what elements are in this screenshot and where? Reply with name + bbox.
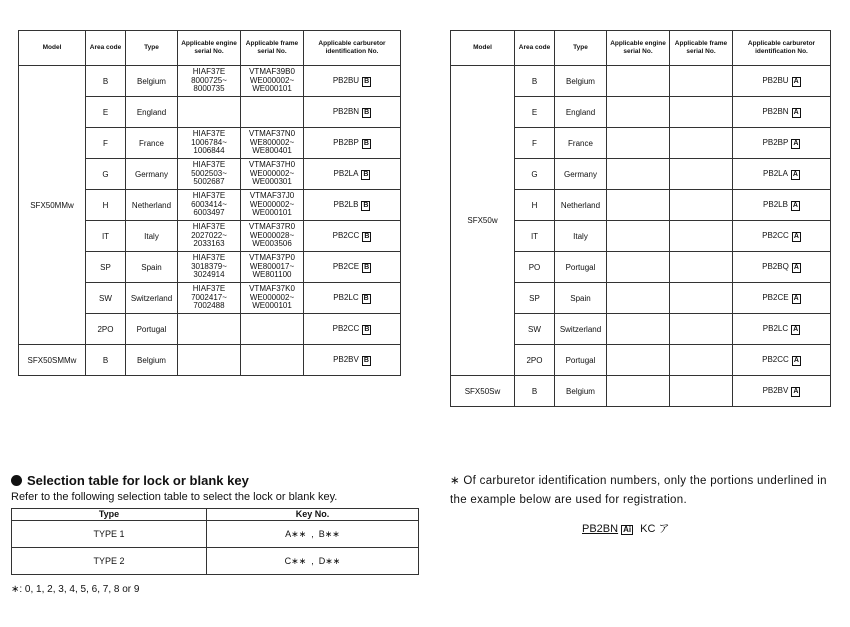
carburetor-box: A: [793, 356, 799, 364]
type-cell: Switzerland: [555, 314, 607, 345]
serial-line: HIAF37E: [192, 284, 226, 294]
registration-example: [582, 520, 669, 536]
carburetor-id-cell: [733, 376, 831, 407]
area-code-cell: H: [515, 190, 555, 221]
carburetor-id-cell: [304, 345, 401, 376]
area-code-cell: SP: [515, 283, 555, 314]
serial-line: 6003414~: [191, 199, 227, 209]
frame-serial-cell: [670, 283, 733, 314]
frame-serial-cell: [670, 221, 733, 252]
type-cell: Spain: [126, 252, 178, 283]
table-row: [12, 521, 419, 548]
frame-serial-cell: [241, 252, 304, 283]
model-cell: SFX50w: [451, 66, 515, 376]
serial-line: WE801100: [252, 270, 292, 280]
serial-line: HIAF37E: [192, 160, 226, 170]
bullet-icon: [11, 475, 22, 486]
carburetor-id-cell: [733, 345, 831, 376]
engine-serial-cell: [178, 190, 241, 221]
serial-line: 3018379~: [191, 261, 227, 271]
carburetor-code: PB2LC: [762, 323, 789, 333]
type-cell: Belgium: [555, 66, 607, 97]
frame-serial-cell: [241, 159, 304, 190]
serial-line: VTMAF37J0: [249, 191, 295, 201]
type-cell: Germany: [555, 159, 607, 190]
area-code-cell: F: [515, 128, 555, 159]
type-cell: France: [555, 128, 607, 159]
carburetor-box: A: [793, 108, 799, 116]
serial-line: WE000301: [252, 177, 292, 187]
frame-serial-cell: [670, 66, 733, 97]
carburetor-id-cell: [733, 66, 831, 97]
key-no-cell: C∗∗ , D∗∗: [207, 548, 419, 575]
serial-line: 7002417~: [191, 292, 227, 302]
engine-serial-cell: [178, 345, 241, 376]
carburetor-box: B: [363, 201, 369, 209]
area-code-cell: B: [515, 376, 555, 407]
serial-line: WE003506: [252, 239, 292, 249]
serial-line: WE000002~: [249, 75, 295, 85]
frame-serial-cell: [241, 345, 304, 376]
carburetor-box: B: [363, 139, 369, 147]
carburetor-code: PB2LC: [333, 292, 359, 302]
type-cell: Belgium: [126, 66, 178, 97]
carburetor-box: B: [364, 325, 370, 333]
carburetor-code: PB2CE: [762, 292, 789, 302]
engine-serial-cell: [607, 221, 670, 252]
carburetor-code: PB2BV: [762, 385, 789, 395]
serial-line: VTMAF37H0: [248, 160, 296, 170]
table-row: [19, 345, 401, 376]
type-cell: France: [126, 128, 178, 159]
serial-line: WE000028~: [249, 230, 295, 240]
serial-line: WE800017~: [249, 261, 295, 271]
serial-line: HIAF37E: [192, 253, 226, 263]
carburetor-box: B: [364, 263, 370, 271]
engine-serial-cell: [178, 283, 241, 314]
area-code-cell: G: [515, 159, 555, 190]
carburetor-id-cell: [733, 97, 831, 128]
serial-line: WE000002~: [249, 168, 295, 178]
carburetor-code: PB2CC: [332, 230, 360, 240]
type-cell: Switzerland: [126, 283, 178, 314]
example-box: Ai: [623, 525, 632, 534]
model-cell: SFX50MMw: [19, 66, 86, 345]
registration-note: ∗ Of carburetor identification numbers, only the portions underlined in the example below are used for registration.: [450, 475, 827, 506]
engine-serial-cell: [607, 314, 670, 345]
engine-serial-cell: [607, 283, 670, 314]
frame-serial-cell: [241, 190, 304, 221]
type-cell: Belgium: [126, 345, 178, 376]
header-engine-serial: Applicable engine serial No.: [607, 31, 670, 66]
serial-line: WE000101: [252, 301, 292, 311]
area-code-cell: SW: [515, 314, 555, 345]
frame-serial-cell: [670, 376, 733, 407]
engine-serial-cell: [178, 97, 241, 128]
carburetor-box: B: [364, 77, 370, 85]
header-engine-serial: Applicable engine serial No.: [178, 31, 241, 66]
carburetor-box: B: [363, 294, 369, 302]
header-frame-serial: Applicable frame serial No.: [670, 31, 733, 66]
engine-serial-cell: [607, 97, 670, 128]
header-model: Model: [451, 31, 515, 66]
carburetor-box: B: [364, 232, 370, 240]
carburetor-id-cell: [304, 221, 401, 252]
carburetor-box: A: [793, 77, 799, 85]
carburetor-id-cell: [733, 283, 831, 314]
key-section-intro: Refer to the following selection table to select the lock or blank key.: [11, 491, 338, 503]
carburetor-id-cell: [733, 190, 831, 221]
area-code-cell: E: [515, 97, 555, 128]
engine-serial-cell: [607, 376, 670, 407]
type-cell: Belgium: [555, 376, 607, 407]
key-section-heading: [11, 473, 249, 488]
carburetor-box: A: [793, 139, 799, 147]
serial-line: WE000101: [252, 84, 292, 94]
serial-line: 3024914: [193, 270, 225, 280]
engine-serial-cell: [607, 190, 670, 221]
sfx50mmw-table: [18, 30, 401, 376]
carburetor-code: PB2BQ: [762, 261, 789, 271]
carburetor-code: PB2LB: [763, 199, 788, 209]
frame-serial-cell: [670, 252, 733, 283]
area-code-cell: PO: [515, 252, 555, 283]
engine-serial-cell: [178, 221, 241, 252]
serial-line: 2027022~: [191, 230, 227, 240]
serial-line: WE000101: [252, 208, 292, 218]
serial-line: 5002503~: [191, 168, 227, 178]
area-code-cell: B: [86, 345, 126, 376]
carburetor-box: B: [363, 356, 369, 364]
frame-serial-cell: [670, 345, 733, 376]
carburetor-code: PB2BV: [333, 354, 359, 364]
serial-line: 8000725~: [191, 75, 227, 85]
key-type-cell: TYPE 2: [12, 548, 207, 575]
engine-serial-cell: [178, 66, 241, 97]
area-code-cell: IT: [86, 221, 126, 252]
area-code-cell: G: [86, 159, 126, 190]
frame-serial-cell: [241, 97, 304, 128]
type-cell: Netherland: [126, 190, 178, 221]
carburetor-code: PB2CC: [762, 230, 789, 240]
carburetor-code: PB2CC: [332, 323, 360, 333]
serial-line: WE000002~: [249, 292, 295, 302]
carburetor-id-cell: [733, 314, 831, 345]
area-code-cell: SP: [86, 252, 126, 283]
carburetor-box: A: [792, 170, 798, 178]
carburetor-code: PB2BN: [332, 106, 360, 116]
carburetor-code: PB2LA: [763, 168, 788, 178]
type-cell: Italy: [126, 221, 178, 252]
serial-line: WE800002~: [249, 137, 295, 147]
type-cell: Portugal: [555, 252, 607, 283]
serial-line: VTMAF37R0: [248, 222, 296, 232]
engine-serial-cell: [607, 128, 670, 159]
header-model: Model: [19, 31, 86, 66]
area-code-cell: 2PO: [515, 345, 555, 376]
serial-line: 1006844: [193, 146, 225, 156]
serial-line: 7002488: [193, 301, 225, 311]
engine-serial-cell: [178, 128, 241, 159]
frame-serial-cell: [670, 97, 733, 128]
engine-serial-cell: [607, 66, 670, 97]
header-key-no: Key No.: [207, 509, 419, 521]
frame-serial-cell: [241, 283, 304, 314]
serial-line: WE800401: [252, 146, 292, 156]
model-cell: SFX50Sw: [451, 376, 515, 407]
carburetor-id-cell: [304, 159, 401, 190]
serial-line: HIAF37E: [192, 129, 226, 139]
carburetor-id-cell: [304, 283, 401, 314]
frame-serial-cell: [241, 221, 304, 252]
key-no-cell: A∗∗ , B∗∗: [207, 521, 419, 548]
table-row: [12, 548, 419, 575]
serial-line: 5002687: [193, 177, 225, 187]
serial-line: VTMAF39B0: [249, 67, 295, 77]
frame-serial-cell: [670, 314, 733, 345]
header-type: Type: [555, 31, 607, 66]
carburetor-code: PB2BU: [332, 75, 360, 85]
header-area-code: Area code: [86, 31, 126, 66]
type-cell: Portugal: [126, 314, 178, 345]
carburetor-id-cell: [304, 190, 401, 221]
frame-serial-cell: [670, 159, 733, 190]
serial-line: HIAF37E: [192, 191, 226, 201]
carburetor-box: A: [793, 263, 799, 271]
key-type-cell: TYPE 1: [12, 521, 207, 548]
header-frame-serial: Applicable frame serial No.: [241, 31, 304, 66]
key-selection-table: [11, 508, 419, 575]
table-row: [451, 376, 831, 407]
area-code-cell: IT: [515, 221, 555, 252]
carburetor-id-cell: [304, 314, 401, 345]
header-carburetor-id: Applicable carburetor identification No.: [304, 31, 401, 66]
carburetor-id-cell: [733, 159, 831, 190]
area-code-cell: B: [86, 66, 126, 97]
example-code: PB2BN: [582, 523, 619, 535]
type-cell: Germany: [126, 159, 178, 190]
engine-serial-cell: [178, 252, 241, 283]
carburetor-box: B: [363, 170, 369, 178]
frame-serial-cell: [241, 128, 304, 159]
carburetor-code: PB2LA: [333, 168, 359, 178]
carburetor-id-cell: [304, 252, 401, 283]
carburetor-box: A: [792, 201, 798, 209]
area-code-cell: E: [86, 97, 126, 128]
area-code-cell: SW: [86, 283, 126, 314]
type-cell: Italy: [555, 221, 607, 252]
engine-serial-cell: [178, 314, 241, 345]
table-row: [19, 66, 401, 97]
type-cell: Portugal: [555, 345, 607, 376]
engine-serial-cell: [607, 159, 670, 190]
frame-serial-cell: [670, 128, 733, 159]
carburetor-id-cell: [733, 221, 831, 252]
carburetor-code: PB2CE: [332, 261, 360, 271]
serial-line: VTMAF37P0: [249, 253, 295, 263]
carburetor-id-cell: [304, 66, 401, 97]
engine-serial-cell: [178, 159, 241, 190]
frame-serial-cell: [241, 66, 304, 97]
model-cell: SFX50SMMw: [19, 345, 86, 376]
sfx50w-table: [450, 30, 831, 407]
serial-line: 1006784~: [191, 137, 227, 147]
example-rest: KC ア: [640, 523, 670, 535]
carburetor-box: A: [793, 294, 799, 302]
area-code-cell: F: [86, 128, 126, 159]
carburetor-box: B: [364, 108, 370, 116]
type-cell: Spain: [555, 283, 607, 314]
carburetor-box: A: [793, 232, 799, 240]
area-code-cell: H: [86, 190, 126, 221]
area-code-cell: 2PO: [86, 314, 126, 345]
serial-line: HIAF37E: [192, 222, 226, 232]
carburetor-id-cell: [304, 128, 401, 159]
type-cell: Netherland: [555, 190, 607, 221]
carburetor-code: PB2BN: [762, 106, 789, 116]
engine-serial-cell: [607, 345, 670, 376]
header-carburetor-id: Applicable carburetor identification No.: [733, 31, 831, 66]
header-type: Type: [126, 31, 178, 66]
carburetor-code: PB2BP: [333, 137, 359, 147]
serial-line: VTMAF37N0: [248, 129, 296, 139]
type-cell: England: [126, 97, 178, 128]
key-section-title: Selection table for lock or blank key: [27, 473, 249, 488]
carburetor-id-cell: [304, 97, 401, 128]
carburetor-id-cell: [733, 252, 831, 283]
carburetor-code: PB2BU: [762, 75, 789, 85]
carburetor-code: PB2LB: [333, 199, 359, 209]
carburetor-box: A: [793, 325, 799, 333]
frame-serial-cell: [241, 314, 304, 345]
carburetor-box: A: [793, 387, 799, 395]
serial-line: 2033163: [193, 239, 225, 249]
engine-serial-cell: [607, 252, 670, 283]
type-cell: England: [555, 97, 607, 128]
carburetor-code: PB2CC: [762, 354, 789, 364]
key-footnote: ∗: 0, 1, 2, 3, 4, 5, 6, 7, 8 or 9: [11, 584, 140, 595]
carburetor-id-cell: [733, 128, 831, 159]
area-code-cell: B: [515, 66, 555, 97]
header-key-type: Type: [12, 509, 207, 521]
header-area-code: Area code: [515, 31, 555, 66]
carburetor-code: PB2BP: [762, 137, 789, 147]
serial-line: 6003497: [193, 208, 225, 218]
serial-line: VTMAF37K0: [249, 284, 295, 294]
serial-line: HIAF37E: [192, 67, 226, 77]
serial-line: 8000735: [193, 84, 225, 94]
table-row: [451, 66, 831, 97]
serial-line: WE000002~: [249, 199, 295, 209]
frame-serial-cell: [670, 190, 733, 221]
